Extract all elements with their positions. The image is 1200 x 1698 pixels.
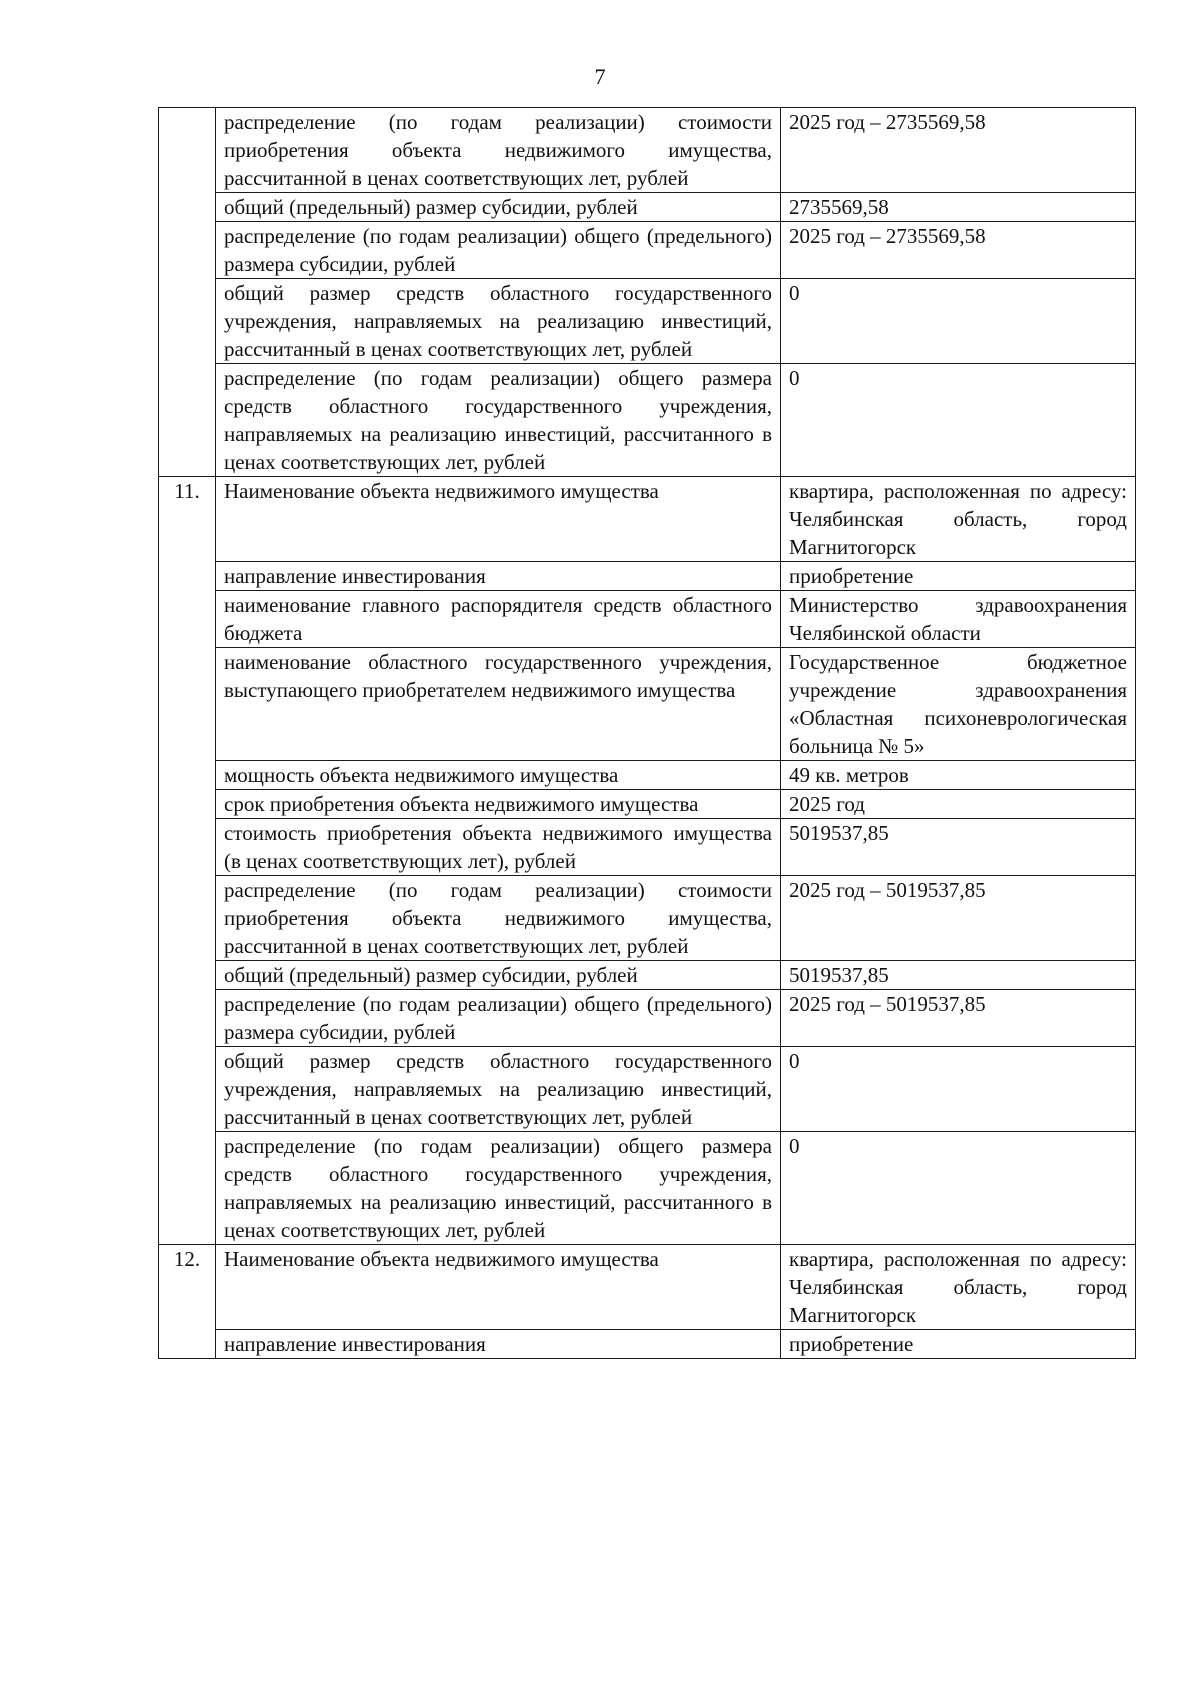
row-value: 5019537,85: [781, 819, 1136, 876]
table-row: [159, 1132, 1136, 1245]
row-label: общий (предельный) размер субсидии, рублей: [216, 193, 781, 222]
row-number: 12.: [159, 1245, 216, 1359]
row-value: 0: [781, 1132, 1136, 1245]
row-label: распределение (по годам реализации) стоимости приобретения объекта недвижимого имущества, рассчитанной в ценах соответствующих лет, рублей: [216, 876, 781, 961]
row-label: общий (предельный) размер субсидии, рублей: [216, 961, 781, 990]
row-value: 2025 год – 2735569,58: [781, 222, 1136, 279]
investment-table: [158, 107, 1136, 1359]
row-label: распределение (по годам реализации) общего размера средств областного государственного учреждения, направляемых на реализацию инвестиций, рассчитанного в ценах соответствующих лет, рублей: [216, 1132, 781, 1245]
row-label: распределение (по годам реализации) общего размера средств областного государственного учреждения, направляемых на реализацию инвестиций, рассчитанного в ценах соответствующих лет, рублей: [216, 364, 781, 477]
row-value: 0: [781, 364, 1136, 477]
row-label: распределение (по годам реализации) стоимости приобретения объекта недвижимого имущества, рассчитанной в ценах соответствующих лет, рублей: [216, 108, 781, 193]
row-label: общий размер средств областного государственного учреждения, направляемых на реализацию инвестиций, рассчитанный в ценах соответствующих лет, рублей: [216, 1047, 781, 1132]
table-row: [159, 193, 1136, 222]
row-value: квартира, расположенная по адресу: Челябинская область, город Магнитогорск: [781, 477, 1136, 562]
row-value: 2735569,58: [781, 193, 1136, 222]
table-row: [159, 961, 1136, 990]
page-number: 7: [594, 64, 606, 89]
row-value: 2025 год – 5019537,85: [781, 876, 1136, 961]
table-row: [159, 761, 1136, 790]
table-row: [159, 1245, 1136, 1330]
row-label: распределение (по годам реализации) общего (предельного) размера субсидии, рублей: [216, 222, 781, 279]
table-row: [159, 477, 1136, 562]
row-value: приобретение: [781, 562, 1136, 591]
table-row: [159, 819, 1136, 876]
row-value: 2025 год – 5019537,85: [781, 990, 1136, 1047]
table-row: [159, 790, 1136, 819]
table-row: [159, 990, 1136, 1047]
row-label: стоимость приобретения объекта недвижимого имущества (в ценах соответствующих лет), рублей: [216, 819, 781, 876]
table-row: [159, 1330, 1136, 1359]
row-label: направление инвестирования: [216, 1330, 781, 1359]
row-label: мощность объекта недвижимого имущества: [216, 761, 781, 790]
row-value: приобретение: [781, 1330, 1136, 1359]
row-value: 0: [781, 279, 1136, 364]
row-value: 49 кв. метров: [781, 761, 1136, 790]
table-row: [159, 876, 1136, 961]
row-value: 5019537,85: [781, 961, 1136, 990]
row-number: 11.: [159, 477, 216, 1245]
table-row: [159, 648, 1136, 761]
table-row: [159, 591, 1136, 648]
row-label: направление инвестирования: [216, 562, 781, 591]
table-row: [159, 279, 1136, 364]
table-row: [159, 364, 1136, 477]
table-row: [159, 1047, 1136, 1132]
row-value: 2025 год: [781, 790, 1136, 819]
row-value: квартира, расположенная по адресу: Челябинская область, город Магнитогорск: [781, 1245, 1136, 1330]
row-label: Наименование объекта недвижимого имущества: [216, 1245, 781, 1330]
row-label: срок приобретения объекта недвижимого имущества: [216, 790, 781, 819]
row-label: общий размер средств областного государственного учреждения, направляемых на реализацию инвестиций, рассчитанный в ценах соответствующих лет, рублей: [216, 279, 781, 364]
row-label: наименование главного распорядителя средств областного бюджета: [216, 591, 781, 648]
row-value: 0: [781, 1047, 1136, 1132]
table-row: [159, 108, 1136, 193]
row-label: наименование областного государственного учреждения, выступающего приобретателем недвижимого имущества: [216, 648, 781, 761]
row-value: Министерство здравоохранения Челябинской области: [781, 591, 1136, 648]
row-value: 2025 год – 2735569,58: [781, 108, 1136, 193]
row-number: [159, 108, 216, 477]
row-label: распределение (по годам реализации) общего (предельного) размера субсидии, рублей: [216, 990, 781, 1047]
row-label: Наименование объекта недвижимого имущества: [216, 477, 781, 562]
row-value: Государственное бюджетное учреждение здравоохранения «Областная психоневрологическая больница № 5»: [781, 648, 1136, 761]
table-row: [159, 222, 1136, 279]
table-row: [159, 562, 1136, 591]
